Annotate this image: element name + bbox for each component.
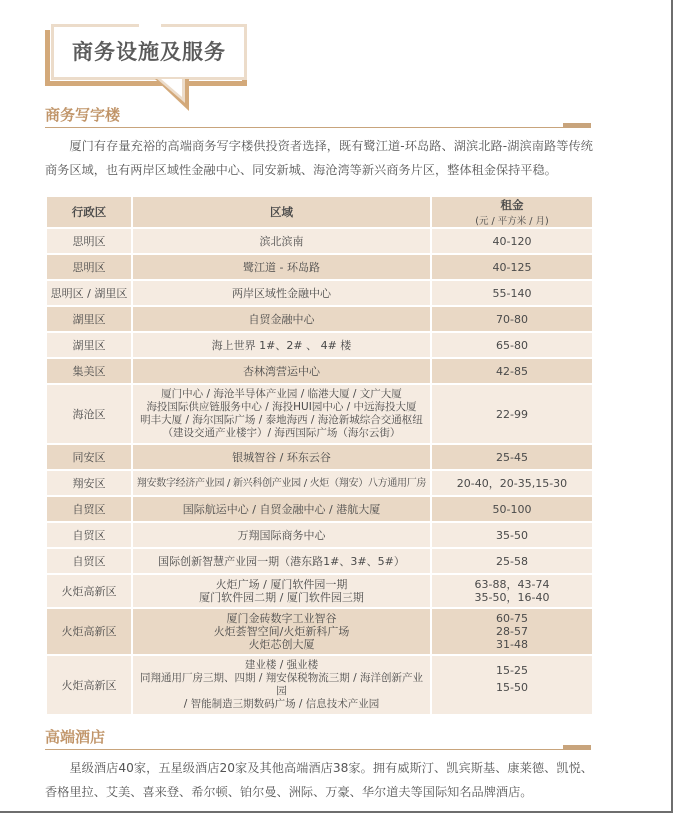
cell-district: 火炬高新区 (47, 609, 131, 654)
cell-district: 集美区 (47, 359, 131, 383)
section-divider (45, 127, 565, 128)
section-title-office: 商务写字楼 (45, 106, 121, 124)
cell-rent (432, 575, 592, 607)
cell-area-line: 火炬广场 / 厦门软件园一期 (215, 578, 348, 591)
cell-district: 思明区 / 湖里区 (47, 281, 131, 305)
cell-rent-line: 15-25 (496, 664, 528, 677)
table-row (47, 471, 592, 495)
cell-rent: 35-50 (432, 523, 592, 547)
cell-district: 自贸区 (47, 523, 131, 547)
cell-rent: 65-80 (432, 333, 592, 357)
title-badge-gap (139, 22, 161, 30)
cell-rent-line: 60-75 (496, 612, 528, 625)
cell-district: 同安区 (47, 445, 131, 469)
cell-area-line: 厦门中心 / 海沧半导体产业园 / 临港大厦 / 文广大厦 (161, 388, 402, 400)
cell-area-line: 建业楼 / 强业楼 (244, 659, 319, 671)
section-divider-tab (563, 123, 591, 128)
cell-area: 滨北滨南 (133, 229, 430, 253)
cell-rent: 42-85 (432, 359, 592, 383)
table-row (47, 445, 592, 469)
cell-district: 湖里区 (47, 307, 131, 331)
cell-rent: 40-125 (432, 255, 592, 279)
cell-district: 思明区 (47, 255, 131, 279)
cell-area-line: 明丰大厦 / 海尔国际广场 / 泰地海西 / 海沧新城综合交通枢纽 (140, 414, 423, 426)
table-row (47, 333, 592, 357)
cell-district: 火炬高新区 (47, 656, 131, 714)
cell-area-line: / 智能制造三期数码广场 / 信息技术产业园 (183, 698, 380, 710)
table-row (47, 656, 592, 714)
table-row (47, 497, 592, 521)
cell-rent: 25-45 (432, 445, 592, 469)
header-rent-label: 租金 (500, 198, 524, 212)
table-header-row (47, 197, 592, 227)
cell-area: 鹭江道 - 环岛路 (133, 255, 430, 279)
table-row (47, 385, 592, 443)
cell-rent-line: 63-88，43-74 (474, 578, 550, 591)
cell-area-line: （建设交通产业楼宇）/ 海西国际广场（海尔云街） (162, 427, 401, 439)
cell-district: 火炬高新区 (47, 575, 131, 607)
cell-area-line: 火炬荟智空间/火炬新科广场 (213, 625, 350, 638)
cell-rent: 22-99 (432, 385, 592, 443)
office-rent-table (45, 195, 594, 716)
cell-area: 万翔国际商务中心 (133, 523, 430, 547)
cell-area-line: 海投国际供应链服务中心 / 海投HUI园中心 / 中远海投大厦 (146, 401, 417, 413)
cell-rent-line: 28-57 (496, 625, 528, 638)
cell-area-line: 厦门软件园二期 / 厦门软件园三期 (199, 591, 364, 604)
cell-area: 海上世界 1#、2# 、 4# 楼 (133, 333, 430, 357)
office-intro-paragraph: 厦门有存量充裕的高端商务写字楼供投资者选择，既有鹭江道-环岛路、湖滨北路-湖滨南路等传统商务区域，也有两岸区域性金融中心、同安新城、海沧湾等新兴商务片区，整体租金保持平稳。 (45, 139, 593, 177)
section-title-hotel: 高端酒店 (45, 728, 106, 746)
cell-rent-line: 31-48 (496, 638, 528, 651)
cell-rent: 70-80 (432, 307, 592, 331)
header-rent (432, 197, 592, 227)
cell-district: 自贸区 (47, 497, 131, 521)
cell-area (133, 575, 430, 607)
cell-rent: 55-140 (432, 281, 592, 305)
cell-rent: 40-120 (432, 229, 592, 253)
table-row (47, 549, 592, 573)
page-title: 商务设施及服务 (72, 40, 226, 64)
cell-district: 自贸区 (47, 549, 131, 573)
cell-rent (432, 656, 592, 714)
cell-district: 湖里区 (47, 333, 131, 357)
cell-area: 国际航运中心 / 自贸金融中心 / 港航大厦 (133, 497, 430, 521)
section-header-hotel (45, 726, 591, 747)
cell-rent-line: 15-50 (496, 681, 528, 694)
cell-area: 国际创新智慧产业园一期（港东路1#、3#、5#） (133, 549, 430, 573)
cell-area-line: 同翔通用厂房三期、四期 / 翔安保税物流三期 / 海洋创新产业园 (140, 672, 423, 697)
table-row (47, 609, 592, 654)
cell-area: 翔安数字经济产业园 / 新兴科创产业园 / 火炬（翔安）八方通用厂房 (133, 471, 430, 495)
cell-district: 思明区 (47, 229, 131, 253)
header-area: 区域 (133, 197, 430, 227)
table-row (47, 229, 592, 253)
table-row (47, 307, 592, 331)
cell-area: 银城智谷 / 环东云谷 (133, 445, 430, 469)
cell-area (133, 609, 430, 654)
cell-area: 杏林湾营运中心 (133, 359, 430, 383)
cell-area (133, 385, 430, 443)
cell-area: 两岸区域性金融中心 (133, 281, 430, 305)
table-row (47, 281, 592, 305)
section-header-office (45, 104, 591, 125)
section-divider (45, 749, 565, 750)
table-row (47, 255, 592, 279)
section-divider-tab (563, 745, 591, 750)
cell-area: 自贸金融中心 (133, 307, 430, 331)
cell-rent (432, 609, 592, 654)
cell-district: 翔安区 (47, 471, 131, 495)
header-district: 行政区 (47, 197, 131, 227)
cell-rent-line: 35-50，16-40 (474, 591, 550, 604)
table-row (47, 575, 592, 607)
table-row (47, 359, 592, 383)
cell-rent: 25-58 (432, 549, 592, 573)
cell-rent: 20-40，20-35,15-30 (432, 471, 592, 495)
page-title-badge (45, 22, 253, 102)
cell-rent: 50-100 (432, 497, 592, 521)
cell-district: 海沧区 (47, 385, 131, 443)
cell-area-line: 厦门金砖数字工业智谷 (226, 612, 337, 625)
hotel-intro-paragraph: 星级酒店40家，五星级酒店20家及其他高端酒店38家。拥有威斯汀、凯宾斯基、康莱德、凯悦、香格里拉、艾美、喜来登、希尔顿、铂尔曼、洲际、万豪、华尔道夫等国际知名品牌酒店。 (45, 761, 593, 799)
cell-area-line: 火炬芯创大厦 (248, 638, 315, 651)
table-row (47, 523, 592, 547)
cell-area (133, 656, 430, 714)
header-rent-unit: (元 / 平方米 / 月) (475, 216, 549, 227)
